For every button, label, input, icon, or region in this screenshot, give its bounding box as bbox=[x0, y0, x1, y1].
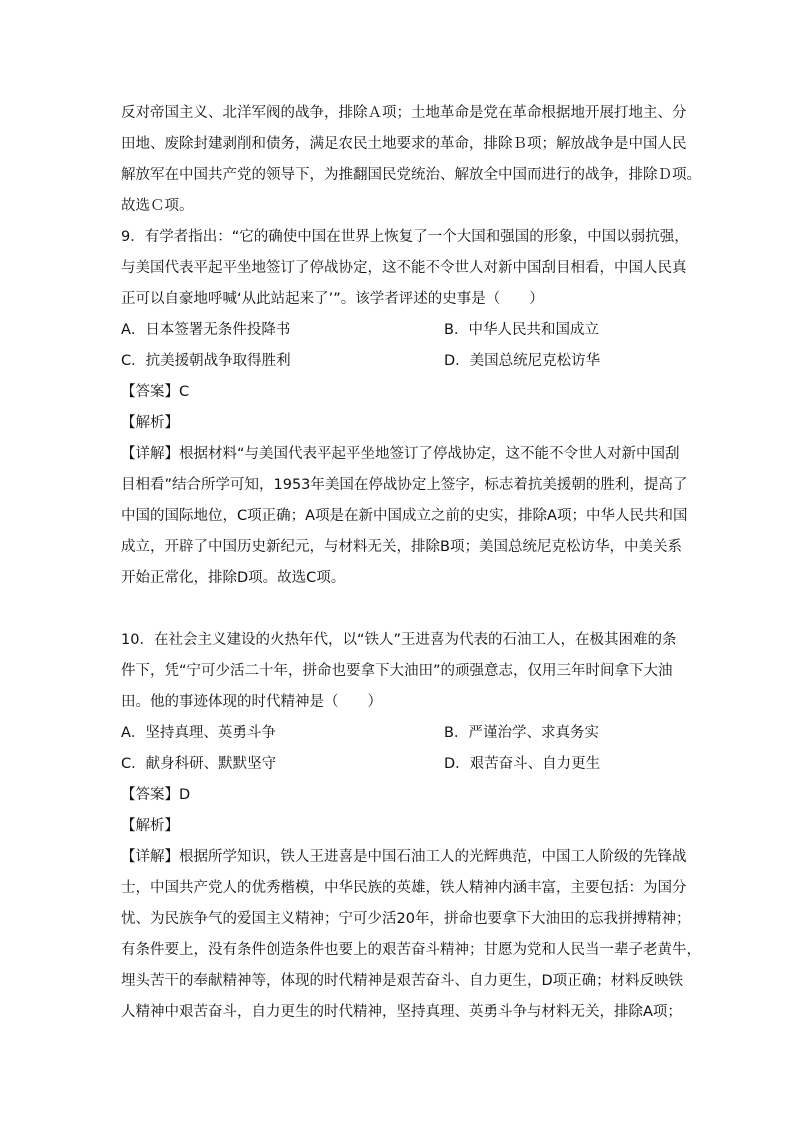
option-d: D．美国总统尼克松访华 bbox=[444, 353, 601, 369]
detail-line: 人精神中艰苦奋斗，自力更生的时代精神，坚持真理、英勇斗争与材料无关，排除A项； bbox=[121, 1004, 682, 1020]
analysis-label: 【解析】 bbox=[121, 415, 179, 431]
option-row bbox=[121, 718, 681, 749]
previous-answer-block bbox=[121, 98, 701, 222]
option-a: A．坚持真理、英勇斗争 bbox=[121, 725, 276, 741]
question-stem-line: 10．在社会主义建设的火热年代，以“铁人”王进喜为代表的石油工人，在极其困难的条 bbox=[121, 632, 677, 648]
analysis-label: 【解析】 bbox=[121, 818, 179, 834]
detail-line: 有条件要上，没有条件创造条件也要上的艰苦奋斗精神；甘愿为党和人民当一辈子老黄牛， bbox=[121, 942, 701, 958]
question-stem-line: 件下，凭“宁可少活二十年，拼命也要拿下大油田”的顽强意志，仅用三年时间拿下大油 bbox=[121, 663, 673, 679]
question-stem-line: 正可以自豪地呼喊‘从此站起来了’”。该学者评述的史事是（ ） bbox=[121, 291, 544, 307]
question-10 bbox=[121, 625, 701, 1028]
detail-line: 成立，开辟了中国历史新纪元，与材料无关，排除B项；美国总统尼克松访华，中美关系 bbox=[121, 539, 682, 555]
detail-line: 目相看”结合所学可知，1953年美国在停战协定上签字，标志着抗美援朝的胜利，提高了 bbox=[121, 477, 688, 493]
detail-line: 中国的国际地位，C项正确；A项是在新中国成立之前的史实，排除A项；中华人民共和国 bbox=[121, 508, 688, 524]
detail-line: 开始正常化，排除D项。故选C项。 bbox=[121, 570, 346, 586]
answer-line: 【答案】D bbox=[121, 787, 191, 803]
option-row bbox=[121, 346, 681, 377]
detail-line: 士，中国共产党人的优秀楷模，中华民族的英雄，铁人精神内涵丰富，主要包括：为国分 bbox=[121, 880, 687, 896]
option-row bbox=[121, 315, 681, 346]
detail-line: 【详解】根据材料“与美国代表平起平坐地签订了停战协定，这不能不令世人对新中国刮 bbox=[121, 446, 680, 462]
detail-line: 【详解】根据所学知识，铁人王进喜是中国石油工人的光辉典范，中国工人阶级的先锋战 bbox=[121, 849, 687, 865]
blank-gap bbox=[121, 594, 681, 625]
question-stem-line: 田。他的事迹体现的时代精神是（ ） bbox=[121, 694, 382, 710]
question-stem-line: 9．有学者指出：“它的确使中国在世界上恢复了一个大国和强国的形象，中国以弱抗强， bbox=[121, 229, 689, 245]
text-line: 解放军在中国共产党的领导下，为推翻国民党统治、解放全中国而进行的战争，排除Ｄ项。 bbox=[121, 167, 701, 183]
option-row bbox=[121, 749, 681, 780]
option-c: C．抗美援朝战争取得胜利 bbox=[121, 353, 291, 369]
answer-line: 【答案】C bbox=[121, 384, 190, 400]
option-d: D．艰苦奋斗、自力更生 bbox=[444, 756, 601, 772]
text-line: 田地、废除封建剥削和债务，满足农民土地要求的革命，排除Ｂ项；解放战争是中国人民 bbox=[121, 136, 687, 152]
question-9 bbox=[121, 222, 689, 594]
option-c: C．献身科研、默默坚守 bbox=[121, 756, 277, 772]
option-b: B．中华人民共和国成立 bbox=[444, 322, 599, 338]
page-content bbox=[121, 98, 701, 1028]
question-stem-line: 与美国代表平起平坐地签订了停战协定，这不能不令世人对新中国刮目相看，中国人民真 bbox=[121, 260, 687, 276]
text-line: 反对帝国主义、北洋军阀的战争，排除Ａ项；土地革命是党在革命根据地开展打地主、分 bbox=[121, 105, 687, 121]
option-b: B．严谨治学、求真务实 bbox=[444, 725, 599, 741]
detail-line: 忧、为民族争气的爱国主义精神；宁可少活20年，拼命也要拿下大油田的忘我拼搏精神； bbox=[121, 911, 691, 927]
option-a: A．日本签署无条件投降书 bbox=[121, 322, 291, 338]
detail-line: 埋头苦干的奉献精神等，体现的时代精神是艰苦奋斗、自力更生，D项正确；材料反映铁 bbox=[121, 973, 684, 989]
text-line: 故选Ｃ项。 bbox=[121, 198, 194, 214]
